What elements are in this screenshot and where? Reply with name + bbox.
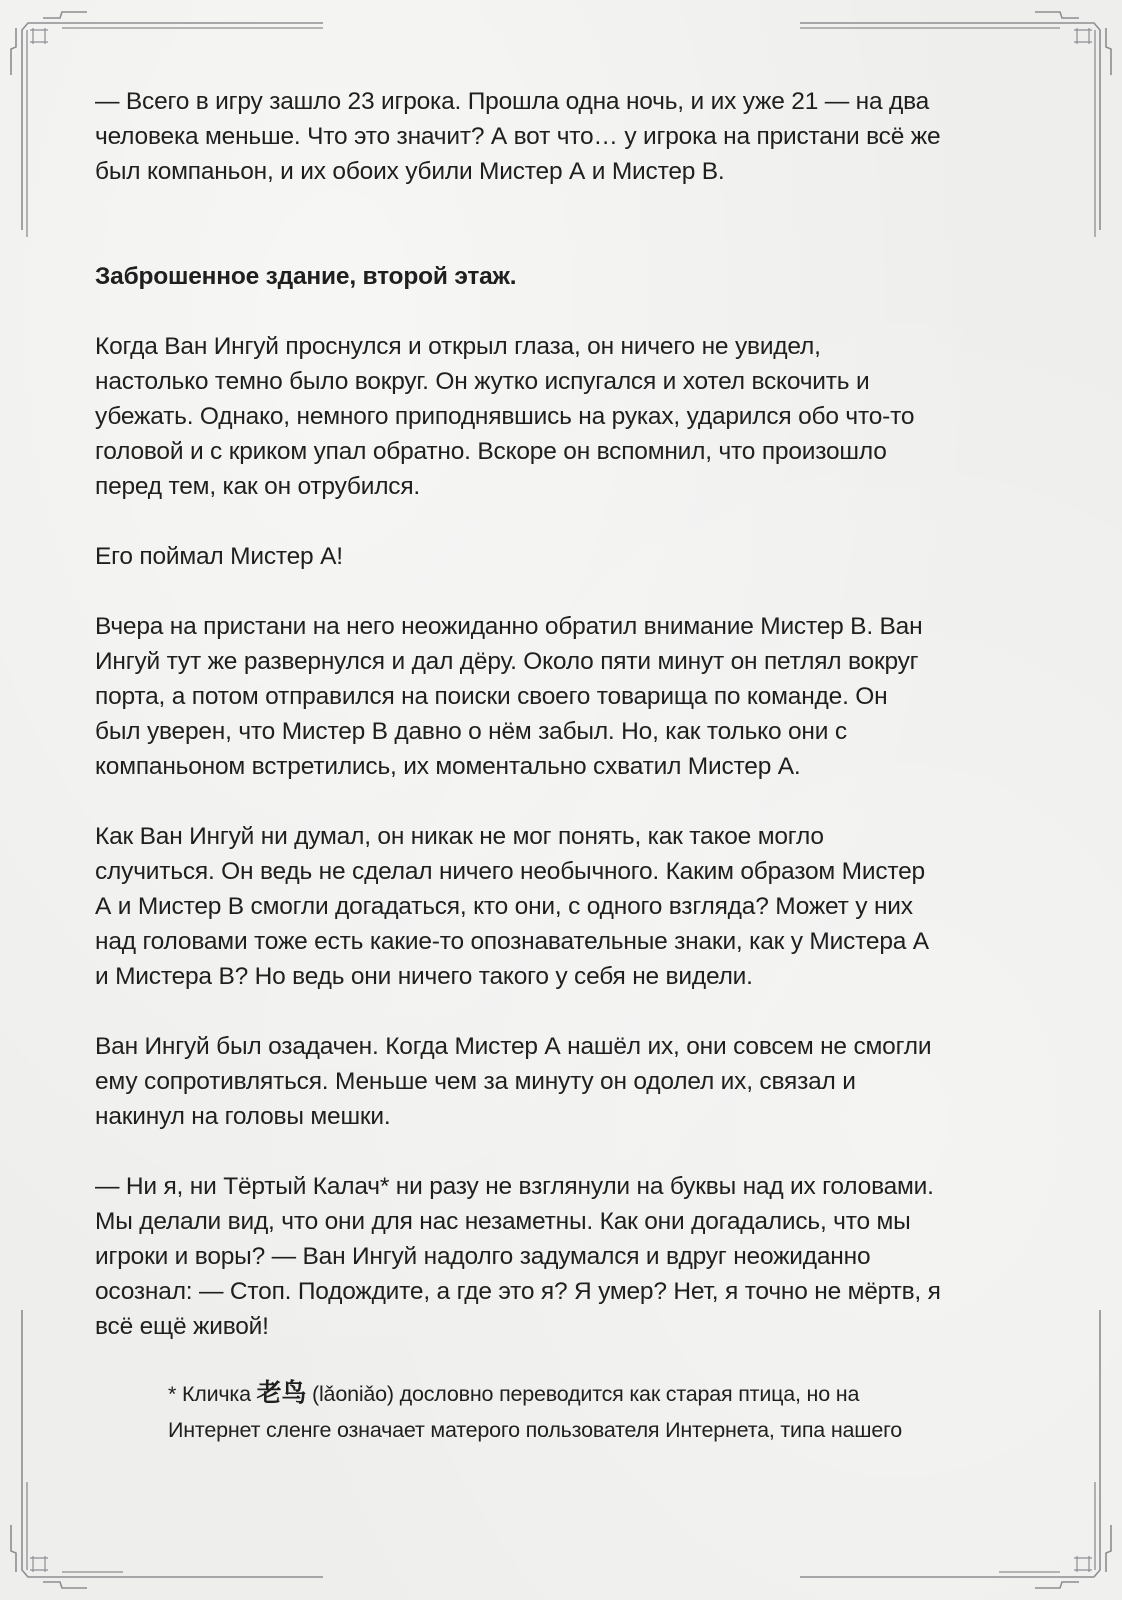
footnote-prefix: * Кличка	[168, 1382, 257, 1406]
text-line: убежать. Однако, немного приподнявшись на руках, ударился обо что-то	[95, 403, 915, 430]
footnote	[168, 1375, 1028, 1448]
text-line: Ингуй тут же развернулся и дал дёру. Около пяти минут он петлял вокруг	[95, 648, 919, 675]
heading-text: Заброшенное здание, второй этаж.	[95, 263, 517, 290]
text-line: Его поймал Мистер А!	[95, 543, 343, 570]
paragraph-caught	[95, 539, 1025, 574]
text-line: настолько темно было вокруг. Он жутко испугался и хотел вскочить и	[95, 368, 870, 395]
text-line: — Всего в игру зашло 23 игрока. Прошла одна ночь, и их уже 21 — на два	[95, 88, 930, 115]
text-line: порта, а потом отправился на поиски своего товарища по команде. Он	[95, 683, 888, 710]
text-line: был уверен, что Мистер В давно о нём забыл. Но, как только они с	[95, 718, 847, 745]
text-line: игроки и воры? — Ван Ингуй надолго задумался и вдруг неожиданно	[95, 1243, 871, 1270]
text-line: и Мистера В? Но ведь они ничего такого у себя не видели.	[95, 963, 753, 990]
paragraph-awakening	[95, 329, 1025, 504]
text-line: — Ни я, ни Тёртый Калач* ни разу не взглянули на буквы над их головами.	[95, 1173, 934, 1200]
text-line: Вчера на пристани на него неожиданно обратил внимание Мистер В. Ван	[95, 613, 923, 640]
text-line: над головами тоже есть какие-то опознавательные знаки, как у Мистера А	[95, 928, 929, 955]
text-line: случиться. Он ведь не сделал ничего необычного. Каким образом Мистер	[95, 858, 925, 885]
text-line: головой и с криком упал обратно. Вскоре он вспомнил, что произошло	[95, 438, 887, 465]
text-line: был компаньон, и их обоих убили Мистер А и Мистер В.	[95, 158, 725, 185]
paragraph-intro	[95, 84, 1025, 189]
footnote-hanzi: 老鸟	[256, 1379, 307, 1407]
text-line: Мы делали вид, что они для нас незаметны. Как они догадались, что мы	[95, 1208, 911, 1235]
text-line: перед тем, как он отрубился.	[95, 473, 421, 500]
paragraph-realization	[95, 1169, 1025, 1344]
scene-heading	[95, 259, 1025, 294]
paragraph-yesterday	[95, 609, 1025, 784]
text-line: всё ещё живой!	[95, 1313, 269, 1340]
text-line: осознал: — Стоп. Подождите, а где это я? Я умер? Нет, я точно не мёртв, я	[95, 1278, 941, 1305]
text-line: А и Мистер В смогли догадаться, кто они, с одного взгляда? Может у них	[95, 893, 913, 920]
text-line: компаньоном встретились, их моментально схватил Мистер А.	[95, 753, 801, 780]
text-line: накинул на головы мешки.	[95, 1103, 391, 1130]
text-line: человека меньше. Что это значит? А вот что… у игрока на пристани всё же	[95, 123, 941, 150]
paragraph-puzzled	[95, 819, 1025, 994]
footnote-line1-rest: (lǎoniǎo) дословно переводится как старая птица, но на	[306, 1382, 860, 1406]
text-line: Когда Ван Ингуй проснулся и открыл глаза, он ничего не увидел,	[95, 333, 821, 360]
text-line: ему сопротивляться. Меньше чем за минуту он одолел их, связал и	[95, 1068, 856, 1095]
footnote-line-2: Интернет сленге означает матерого пользователя Интернета, типа нашего	[168, 1418, 902, 1442]
paragraph-bound	[95, 1029, 1025, 1134]
text-line: Как Ван Ингуй ни думал, он никак не мог понять, как такое могло	[95, 823, 824, 850]
text-line: Ван Ингуй был озадачен. Когда Мистер А нашёл их, они совсем не смогли	[95, 1033, 932, 1060]
document-body	[95, 84, 1025, 1379]
footnote-line-1	[168, 1375, 1028, 1412]
